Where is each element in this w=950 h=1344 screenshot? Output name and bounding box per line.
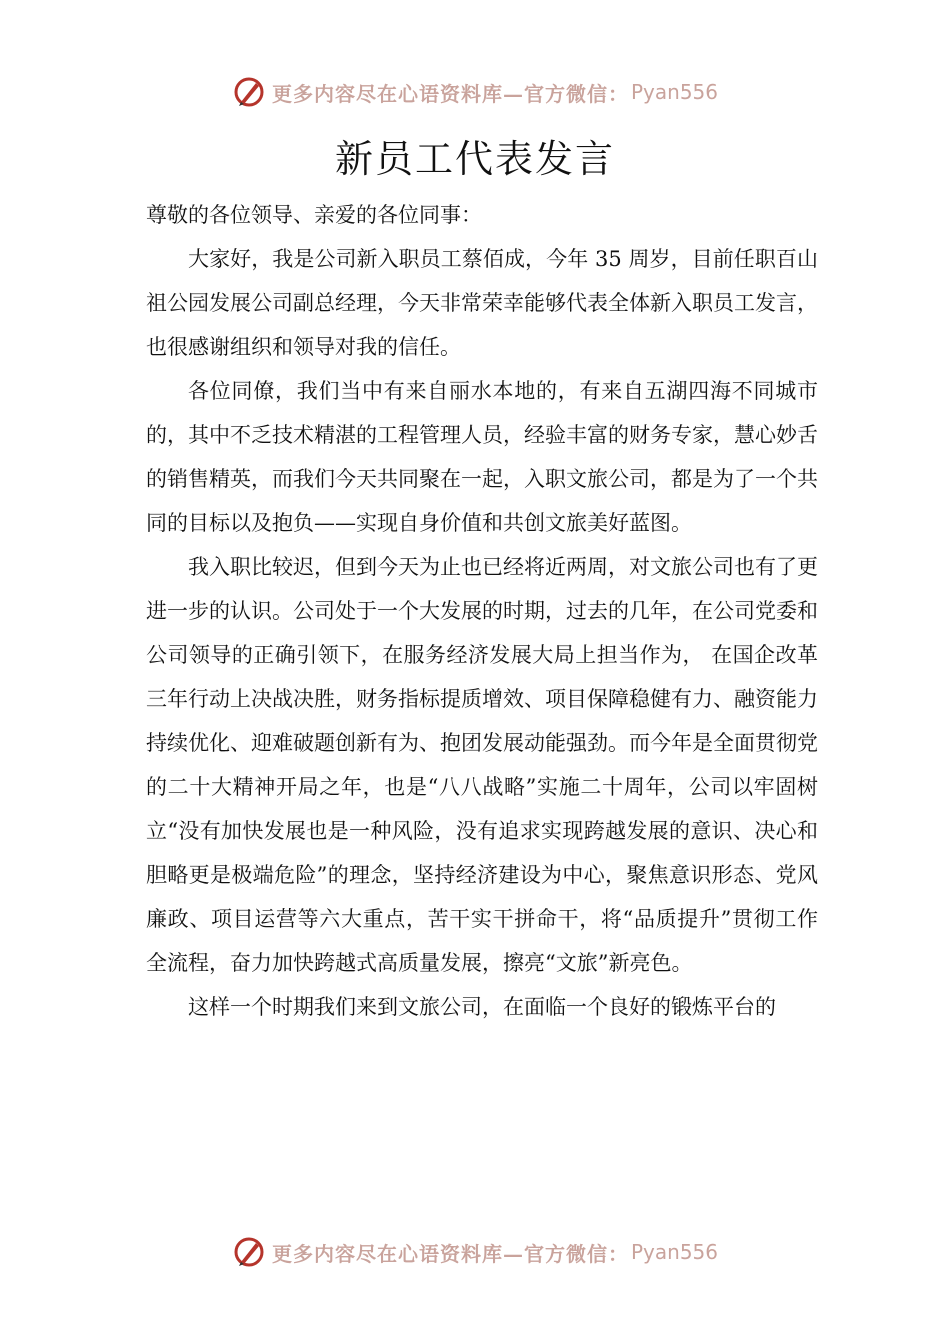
- document-title: 新员工代表发言: [334, 137, 615, 181]
- pen-logo-icon: [232, 75, 266, 109]
- paragraph-2: 各位同僚，我们当中有来自丽水本地的，有来自五湖四海不同城市的，其中不乏技术精湛的工程管理人员，经验丰富的财务专家，慧心妙舌的销售精英，而我们今天共同聚在一起，入职文旅公司，都是为了一个共同的目标以及抱负——实现自身价值和共创文旅美好蓝图。: [146, 379, 818, 535]
- header-banner: [0, 72, 950, 112]
- footer-banner: [0, 1232, 950, 1272]
- banner-wechat-id: Pyan556: [630, 1240, 718, 1264]
- paragraph-4: 这样一个时期我们来到文旅公司，在面临一个良好的锻炼平台的: [188, 995, 776, 1019]
- banner-text: 更多内容尽在心语资料库—官方微信：: [271, 1241, 629, 1266]
- paragraph-3: 我入职比较迟，但到今天为止也已经将近两周，对文旅公司也有了更进一步的认识。公司处于一个大发展的时期，过去的几年，在公司党委和公司领导的正确引领下，在服务经济发展大局上担当作为， 在国企改革三年行动上决战决胜，财务指标提质增效、项目保障稳健有力、融资能力持续优化、迎难破题创新有为、抱团发展动能强劲。而今年是全面贯彻党的二十大精神开局之年，也是“八八战略”实施二十周年，公司以牢固树立“没有加快发展也是一种风险，没有追求实现跨越发展的意识、决心和胆略更是极端危险”的理念，坚持经济建设为中心，聚焦意识形态、党风廉政、项目运营等六大重点，苦干实干拼命干，将“品质提升”贯彻工作全流程，奋力加快跨越式高质量发展，擦亮“文旅”新亮色。: [146, 555, 818, 975]
- salutation: 尊敬的各位领导、亲爱的各位同事：: [146, 203, 482, 227]
- paragraph-1: 大家好，我是公司新入职员工蔡佰成，今年 35 周岁，目前任职百山祖公园发展公司副总经理，今天非常荣幸能够代表全体新入职员工发言，也很感谢组织和领导对我的信任。: [146, 247, 818, 359]
- pen-logo-icon: [232, 1235, 266, 1269]
- banner-wechat-id: Pyan556: [630, 80, 718, 104]
- document-body: [146, 193, 818, 1029]
- banner-text: 更多内容尽在心语资料库—官方微信：: [271, 81, 629, 106]
